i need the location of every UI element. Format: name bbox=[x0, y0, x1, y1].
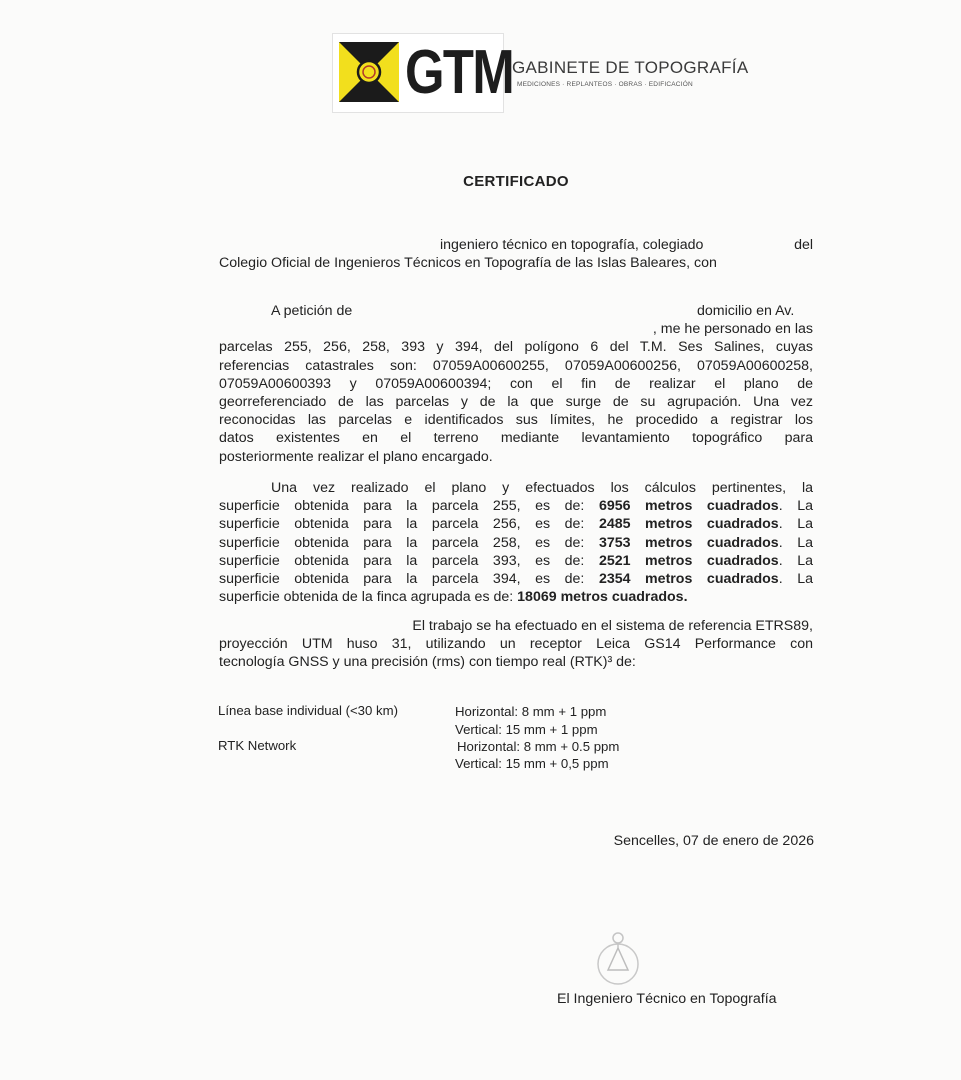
intro-line-1-tail: del bbox=[794, 237, 813, 253]
request-line-8: datos existentes en el terreno mediante levantamiento topográfico para bbox=[219, 430, 813, 447]
surface-row: superficie obtenida para la parcela 255, es de: 6956 metros cuadrados. La bbox=[219, 498, 813, 515]
intro-paragraph bbox=[219, 236, 813, 272]
surface-row: superficie obtenida para la parcela 393, es de: 2521 metros cuadrados. La bbox=[219, 552, 813, 569]
logo-mark-icon bbox=[339, 42, 399, 102]
surface-line-1: Una vez realizado el plano y efectuados los cálculos pertinentes, la bbox=[271, 480, 813, 496]
company-name: GABINETE DE TOPOGRAFÍA bbox=[512, 58, 749, 77]
document-title: CERTIFICADO bbox=[463, 173, 569, 190]
intro-line-2: Colegio Oficial de Ingenieros Técnicos en Topografía de las Islas Baleares, con bbox=[219, 255, 717, 272]
method-line-3: tecnología GNSS y una precisión (rms) con tiempo real (RTK)³ de: bbox=[219, 654, 636, 671]
company-tagline: MEDICIONES · REPLANTEOS · OBRAS · EDIFICACIÓN bbox=[517, 81, 693, 88]
request-paragraph bbox=[219, 302, 813, 466]
request-line-9: posteriormente realizar el plano encargado. bbox=[219, 448, 493, 465]
request-line-2: , me he personado en las bbox=[652, 321, 813, 338]
spec-vertical-baseline: Vertical: 15 mm + 1 ppm bbox=[455, 722, 598, 737]
document-date: Sencelles, 07 de enero de 2026 bbox=[613, 833, 814, 849]
spec-label-baseline: Línea base individual (<30 km) bbox=[218, 703, 398, 718]
request-line-3: parcelas 255, 256, 258, 393 y 394, del polígono 6 del T.M. Ses Salines, cuyas bbox=[219, 339, 813, 356]
spec-horizontal-rtk: Horizontal: 8 mm + 0.5 ppm bbox=[457, 739, 620, 754]
request-line-5: 07059A00600393 y 07059A00600394; con el fin de realizar el plano de bbox=[219, 375, 813, 392]
request-line-7: reconocidas las parcelas e identificados sus límites, he procedido a registrar los bbox=[219, 412, 813, 429]
request-line-1b: domicilio en Av. bbox=[697, 303, 795, 319]
request-line-4: referencias catastrales son: 07059A00600255, 07059A00600256, 07059A00600258, bbox=[219, 357, 813, 374]
surface-total: superficie obtenida de la finca agrupada es de: 18069 metros cuadrados. bbox=[219, 589, 688, 606]
request-line-1a: A petición de bbox=[271, 303, 353, 319]
spec-horizontal-baseline: Horizontal: 8 mm + 1 ppm bbox=[455, 704, 607, 719]
professional-seal-icon bbox=[594, 930, 642, 988]
method-line-2: proyección UTM huso 31, utilizando un receptor Leica GS14 Performance con bbox=[219, 636, 813, 653]
surface-row: superficie obtenida para la parcela 394, es de: 2354 metros cuadrados. La bbox=[219, 571, 813, 588]
signature-title: El Ingeniero Técnico en Topografía bbox=[557, 991, 777, 1007]
logo-text: GTM bbox=[405, 38, 514, 107]
request-line-6: georreferenciado de las parcelas y de la que surge de su agrupación. Una vez bbox=[219, 394, 813, 411]
surface-row: superficie obtenida para la parcela 256, es de: 2485 metros cuadrados. La bbox=[219, 516, 813, 533]
method-paragraph bbox=[219, 617, 813, 672]
spec-vertical-rtk: Vertical: 15 mm + 0,5 ppm bbox=[455, 756, 609, 771]
intro-line-1: ingeniero técnico en topografía, colegiado bbox=[440, 237, 704, 253]
company-logo bbox=[332, 33, 514, 113]
surface-row: superficie obtenida para la parcela 258, es de: 3753 metros cuadrados. La bbox=[219, 534, 813, 551]
spec-label-rtk: RTK Network bbox=[218, 738, 297, 753]
surface-paragraph bbox=[219, 479, 813, 606]
method-line-1: El trabajo se ha efectuado en el sistema de referencia ETRS89, bbox=[412, 618, 813, 634]
